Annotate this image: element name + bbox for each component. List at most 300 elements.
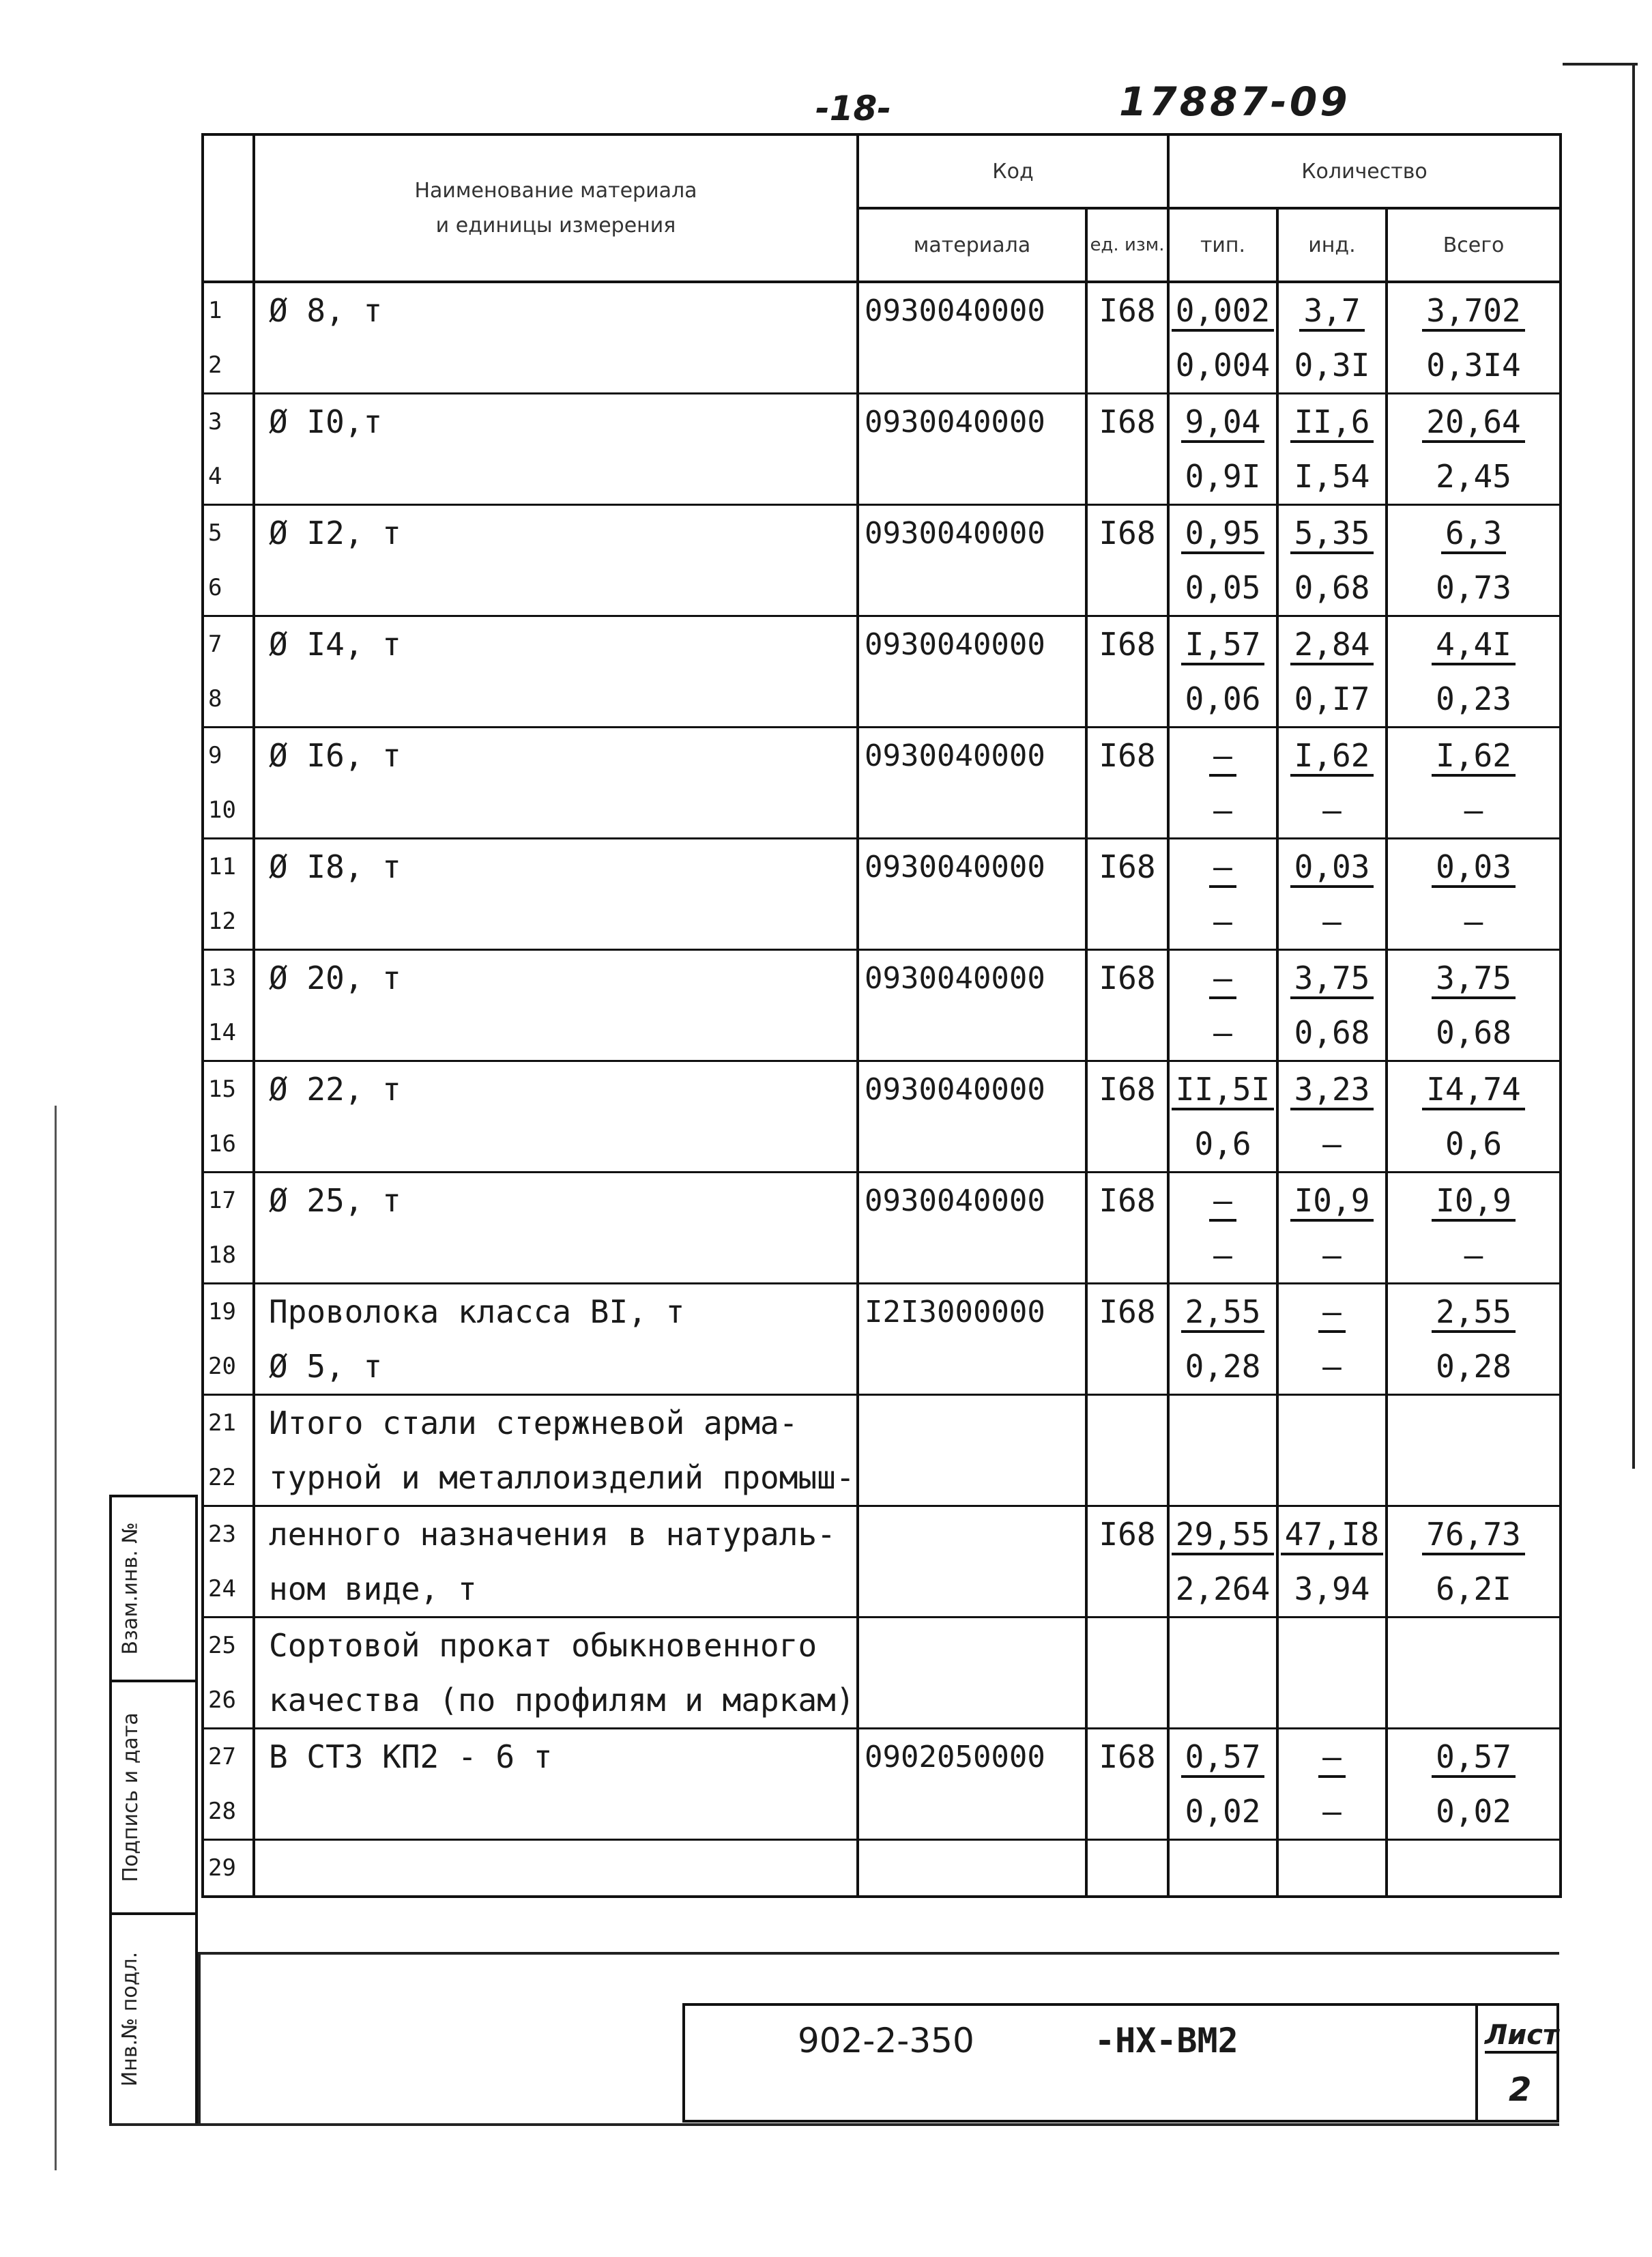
material-name: Ø I4, т [269,626,401,663]
table-row [203,1840,1561,1897]
material-name-cell [254,338,858,394]
material-name-cell [254,449,858,505]
table-row [203,1784,1561,1840]
row-number-cell [203,1729,254,1785]
table-row [203,1339,1561,1395]
qty-total-cell [1387,1506,1561,1562]
unit-code: I68 [1099,960,1156,996]
qty-typ-cell [1168,282,1277,338]
qty-typ: – [1213,1237,1232,1274]
table-header-row [203,134,1561,208]
stamp-label-signature: Подпись и дата [118,1712,143,1882]
material-code-cell [858,1784,1086,1840]
row-number-cell [203,1784,254,1840]
material-name-cell [254,1729,858,1785]
row-number-cell [203,1562,254,1618]
qty-ind: – [1322,903,1342,940]
qty-typ: – [1209,848,1236,888]
qty-typ-cell [1168,1562,1277,1618]
table-row [203,1450,1561,1506]
qty-ind: 0,03 [1290,848,1374,888]
material-code-cell [858,1005,1086,1061]
qty-typ-cell [1168,338,1277,394]
table-row [203,394,1561,450]
qty-ind: – [1318,1738,1346,1778]
row-number: 11 [208,853,236,880]
table-row [203,1618,1561,1673]
qty-total: 0,73 [1436,569,1511,606]
qty-typ-cell [1168,616,1277,672]
table-row [203,1395,1561,1451]
unit-code-cell [1086,282,1168,338]
frame-top-edge [1563,63,1638,66]
material-name-header [254,134,858,282]
qty-typ: II,5I [1172,1071,1274,1110]
stamp-label-replacement: Взам.инв. № [118,1522,143,1655]
qty-total-cell [1387,1173,1561,1228]
document-number: 17887-09 [1119,78,1350,125]
row-number-cell [203,1840,254,1897]
qty-total: – [1464,792,1483,829]
qty-typ: 0,28 [1185,1348,1261,1385]
unit-code-cell [1086,728,1168,784]
qty-typ-cell [1168,728,1277,784]
qty-typ: I,57 [1181,626,1265,665]
qty-typ-cell [1168,1339,1277,1395]
material-code-cell [858,1729,1086,1785]
qty-ind-cell [1277,560,1387,616]
qty-ind: – [1322,1793,1342,1830]
row-number: 4 [208,463,222,490]
row-number-cell [203,1506,254,1562]
qty-typ-cell [1168,1061,1277,1117]
row-number: 23 [208,1521,236,1548]
qty-ind: – [1322,792,1342,829]
row-number: 12 [208,908,236,935]
row-number: 15 [208,1076,236,1103]
qty-total: 6,2I [1436,1570,1511,1607]
material-name: Ø 25, т [269,1182,401,1219]
unit-code: I68 [1099,848,1156,885]
table-row [203,1673,1561,1729]
material-code-cell [858,338,1086,394]
qty-typ-cell [1168,1506,1277,1562]
qty-typ-cell [1168,1729,1277,1785]
row-number: 26 [208,1686,236,1714]
table-row [203,950,1561,1006]
qty-total: 20,64 [1422,403,1524,443]
unit-code: I68 [1099,626,1156,663]
material-code-cell [858,1228,1086,1284]
material-name: Ø 8, т [269,292,383,329]
material-name: Проволока класса BI, т [269,1293,685,1330]
material-name: ном виде, т [269,1570,477,1607]
qty-total: – [1464,1237,1483,1274]
material-code: 0930040000 [865,738,1045,773]
table-row [203,1173,1561,1228]
material-code-cell [858,894,1086,950]
qty-typ-cell [1168,950,1277,1006]
row-number: 2 [208,351,222,379]
qty-total: 0,57 [1432,1738,1516,1778]
qty-typ-cell [1168,894,1277,950]
qty-total: 2,55 [1432,1293,1516,1333]
qty-total: I4,74 [1422,1071,1524,1110]
qty-total-cell [1387,1395,1561,1451]
qty-total-cell [1387,338,1561,394]
qty-ind-cell [1277,1784,1387,1840]
row-number-header [203,134,254,282]
qty-ind: I,62 [1290,737,1374,777]
frame-bottom-line [198,1952,1559,1955]
qty-ind: I0,9 [1290,1182,1374,1222]
row-number: 3 [208,408,222,435]
unit-code-cell [1086,1005,1168,1061]
table-row [203,1117,1561,1173]
material-code-cell [858,1395,1086,1451]
material-name-cell [254,1395,858,1451]
table-row [203,616,1561,672]
row-number-cell [203,783,254,839]
material-name-cell [254,1173,858,1228]
frame-left-edge [55,1106,57,2170]
row-number: 7 [208,631,222,658]
qty-ind: 0,68 [1294,569,1370,606]
material-name-cell [254,1673,858,1729]
qty-total-cell [1387,783,1561,839]
qty-ind-cell [1277,1173,1387,1228]
unit-code: I68 [1099,1182,1156,1219]
row-number: 27 [208,1743,236,1770]
qty-typ: 0,06 [1185,680,1261,717]
qty-typ: – [1213,792,1232,829]
qty-total-cell [1387,394,1561,450]
qty-ind-cell [1277,1506,1387,1562]
row-number: 24 [208,1575,236,1602]
unit-code-cell [1086,560,1168,616]
table-row [203,1284,1561,1340]
table-row [203,1506,1561,1562]
qty-ind-cell [1277,950,1387,1006]
qty-typ-cell [1168,783,1277,839]
sheet-label: Лист [1485,2019,1559,2054]
material-name-cell [254,1061,858,1117]
qty-ind-cell [1277,1284,1387,1340]
row-number-cell [203,560,254,616]
row-number-cell [203,1618,254,1673]
material-name-cell [254,894,858,950]
qty-ind-header: инд. [1277,208,1387,282]
qty-typ-cell [1168,672,1277,728]
qty-ind: 0,68 [1294,1014,1370,1051]
qty-typ: 9,04 [1181,403,1265,443]
qty-typ: – [1209,960,1236,999]
material-name: Ø I6, т [269,737,401,774]
qty-ind-cell [1277,1450,1387,1506]
title-block [682,2003,1559,2123]
qty-ind: 0,I7 [1294,680,1370,717]
qty-ind-cell [1277,1228,1387,1284]
qty-total-cell [1387,1339,1561,1395]
qty-ind: 3,75 [1290,960,1374,999]
row-number: 18 [208,1241,236,1269]
qty-total-cell [1387,1061,1561,1117]
material-code: I2I3000000 [865,1294,1045,1329]
qty-ind: – [1322,1348,1342,1385]
unit-code: I68 [1099,403,1156,440]
qty-typ: – [1213,1014,1232,1051]
title-block-code: 902-2-350 [798,2021,974,2060]
qty-typ-cell [1168,839,1277,895]
qty-ind-cell [1277,1117,1387,1173]
qty-total: I,62 [1432,737,1516,777]
qty-typ: 0,002 [1172,292,1274,332]
sheet-number: 2 [1509,2071,1532,2109]
qty-total: 4,4I [1432,626,1516,665]
unit-code: I68 [1099,1738,1156,1775]
qty-ind-cell [1277,1673,1387,1729]
qty-typ: 0,57 [1181,1738,1265,1778]
qty-ind: 5,35 [1290,515,1374,554]
table-row [203,560,1561,616]
unit-code-cell [1086,1395,1168,1451]
frame-bottom-left-vertical [198,1952,201,2126]
qty-ind: 2,84 [1290,626,1374,665]
row-number: 6 [208,574,222,601]
qty-ind: – [1318,1293,1346,1333]
material-code-cell [858,1618,1086,1673]
unit-code-cell [1086,1117,1168,1173]
frame-right-edge [1632,63,1635,1469]
unit-code-cell [1086,505,1168,561]
material-code-cell [858,1173,1086,1228]
row-number-cell [203,894,254,950]
material-code: 0930040000 [865,293,1045,328]
qty-total-cell [1387,449,1561,505]
qty-ind-cell [1277,839,1387,895]
table-row [203,1005,1561,1061]
qty-typ-cell [1168,1450,1277,1506]
qty-total: 0,6 [1445,1125,1503,1162]
material-name-cell [254,282,858,338]
material-name-cell [254,1005,858,1061]
qty-ind-cell [1277,728,1387,784]
qty-total: 3,75 [1432,960,1516,999]
material-name: Сортовой прокат обыкновенного [269,1627,817,1664]
table-row [203,783,1561,839]
qty-ind: 47,I8 [1281,1516,1383,1555]
qty-ind-cell [1277,282,1387,338]
qty-total-cell [1387,560,1561,616]
row-number-cell [203,1228,254,1284]
material-code-cell [858,560,1086,616]
qty-total: 0,3I4 [1426,347,1521,384]
material-name: Ø I8, т [269,848,401,885]
material-code-cell [858,1506,1086,1562]
code-unit-header: ед. изм. [1086,208,1168,282]
qty-total-cell [1387,728,1561,784]
qty-ind-cell [1277,394,1387,450]
qty-ind-cell [1277,616,1387,672]
unit-code-cell [1086,338,1168,394]
table-row [203,1562,1561,1618]
table-row [203,894,1561,950]
material-code-cell [858,1117,1086,1173]
row-number: 14 [208,1019,236,1046]
qty-total-header: Всего [1387,208,1561,282]
unit-code-cell [1086,1673,1168,1729]
row-number: 22 [208,1464,236,1491]
qty-total-cell [1387,1840,1561,1897]
unit-code-cell [1086,1784,1168,1840]
material-name-cell [254,1339,858,1395]
unit-code-cell [1086,1618,1168,1673]
material-code-cell [858,950,1086,1006]
table-row [203,505,1561,561]
material-code-cell [858,1450,1086,1506]
unit-code: I68 [1099,1071,1156,1108]
qty-total-cell [1387,1228,1561,1284]
material-name: ленного назначения в натураль- [269,1516,836,1553]
material-name-cell [254,1840,858,1897]
row-number: 9 [208,742,222,769]
material-code: 0930040000 [865,627,1045,662]
qty-ind: 0,3I [1294,347,1370,384]
qty-typ-cell [1168,560,1277,616]
qty-ind-cell [1277,1840,1387,1897]
qty-ind: – [1322,1237,1342,1274]
material-name: качества (по профилям и маркам) [269,1682,855,1719]
row-number-cell [203,728,254,784]
sheet-cell [1475,2006,1559,2120]
row-number-cell [203,1117,254,1173]
stamp-label-inventory: Инв.№ подл. [118,1951,143,2087]
row-number: 13 [208,964,236,992]
qty-typ-cell [1168,1840,1277,1897]
material-name: турной и металлоизделий промыш- [269,1459,855,1496]
qty-ind-cell [1277,505,1387,561]
qty-ind-cell [1277,1562,1387,1618]
row-number: 20 [208,1353,236,1380]
material-name: Ø 20, т [269,960,401,996]
code-group-header: Код [858,134,1168,208]
material-code-cell [858,1840,1086,1897]
material-code-cell [858,1562,1086,1618]
qty-typ: 0,6 [1194,1125,1251,1162]
table-row [203,839,1561,895]
material-name-cell [254,1450,858,1506]
material-name-cell [254,1117,858,1173]
material-name-cell [254,1284,858,1340]
unit-code-cell [1086,839,1168,895]
qty-typ: – [1209,737,1236,777]
row-number: 21 [208,1409,236,1437]
qty-total: 0,68 [1436,1014,1511,1051]
unit-code-cell [1086,1228,1168,1284]
qty-typ: 0,9I [1185,458,1261,495]
row-number-cell [203,1173,254,1228]
qty-total: 76,73 [1422,1516,1524,1555]
qty-typ-cell [1168,1284,1277,1340]
qty-typ-cell [1168,1228,1277,1284]
row-number-cell [203,505,254,561]
qty-total-cell [1387,616,1561,672]
unit-code-cell [1086,783,1168,839]
material-name-cell [254,783,858,839]
material-name-cell [254,1562,858,1618]
row-number: 16 [208,1130,236,1158]
qty-typ-cell [1168,449,1277,505]
material-name-cell [254,616,858,672]
qty-total-cell [1387,1450,1561,1506]
qty-ind: 3,94 [1294,1570,1370,1607]
material-code-cell [858,449,1086,505]
material-name: Ø I2, т [269,515,401,551]
unit-code: I68 [1099,737,1156,774]
qty-total: 0,28 [1436,1348,1511,1385]
row-number: 5 [208,519,222,547]
qty-total-cell [1387,1562,1561,1618]
qty-total-cell [1387,950,1561,1006]
row-number: 17 [208,1187,236,1214]
row-number: 25 [208,1632,236,1659]
unit-code: I68 [1099,515,1156,551]
qty-typ: 29,55 [1172,1516,1274,1555]
material-name-cell [254,839,858,895]
qty-total: I0,9 [1432,1182,1516,1222]
table-body [203,282,1561,1897]
qty-total: 0,03 [1432,848,1516,888]
qty-ind: 3,23 [1290,1071,1374,1110]
row-number-cell [203,616,254,672]
qty-ind-cell [1277,338,1387,394]
row-number-cell [203,449,254,505]
frame-base-line [109,2123,1559,2126]
row-number-cell [203,1339,254,1395]
material-code: 0902050000 [865,1739,1045,1774]
qty-total: 0,23 [1436,680,1511,717]
material-code-cell [858,839,1086,895]
qty-typ-cell [1168,1173,1277,1228]
qty-total: – [1464,903,1483,940]
row-number-cell [203,672,254,728]
qty-total: 0,02 [1436,1793,1511,1830]
material-code: 0930040000 [865,404,1045,440]
qty-typ-cell [1168,1784,1277,1840]
row-number-cell [203,950,254,1006]
material-name-cell [254,672,858,728]
unit-code-cell [1086,1450,1168,1506]
qty-typ: 0,05 [1185,569,1261,606]
qty-typ-cell [1168,1673,1277,1729]
row-number: 28 [208,1798,236,1825]
quantity-group-header: Количество [1168,134,1561,208]
qty-total-cell [1387,1284,1561,1340]
qty-ind: – [1322,1125,1342,1162]
qty-total: 3,702 [1422,292,1524,332]
qty-total-cell [1387,1117,1561,1173]
title-block-suffix: -НХ-ВМ2 [1095,2021,1238,2060]
qty-ind: 3,7 [1299,292,1364,332]
unit-code-cell [1086,672,1168,728]
material-name-cell [254,1228,858,1284]
qty-typ-cell [1168,1618,1277,1673]
material-name: Ø 22, т [269,1071,401,1108]
table-row [203,728,1561,784]
material-code: 0930040000 [865,849,1045,885]
qty-ind: I,54 [1294,458,1370,495]
qty-typ-cell [1168,1117,1277,1173]
